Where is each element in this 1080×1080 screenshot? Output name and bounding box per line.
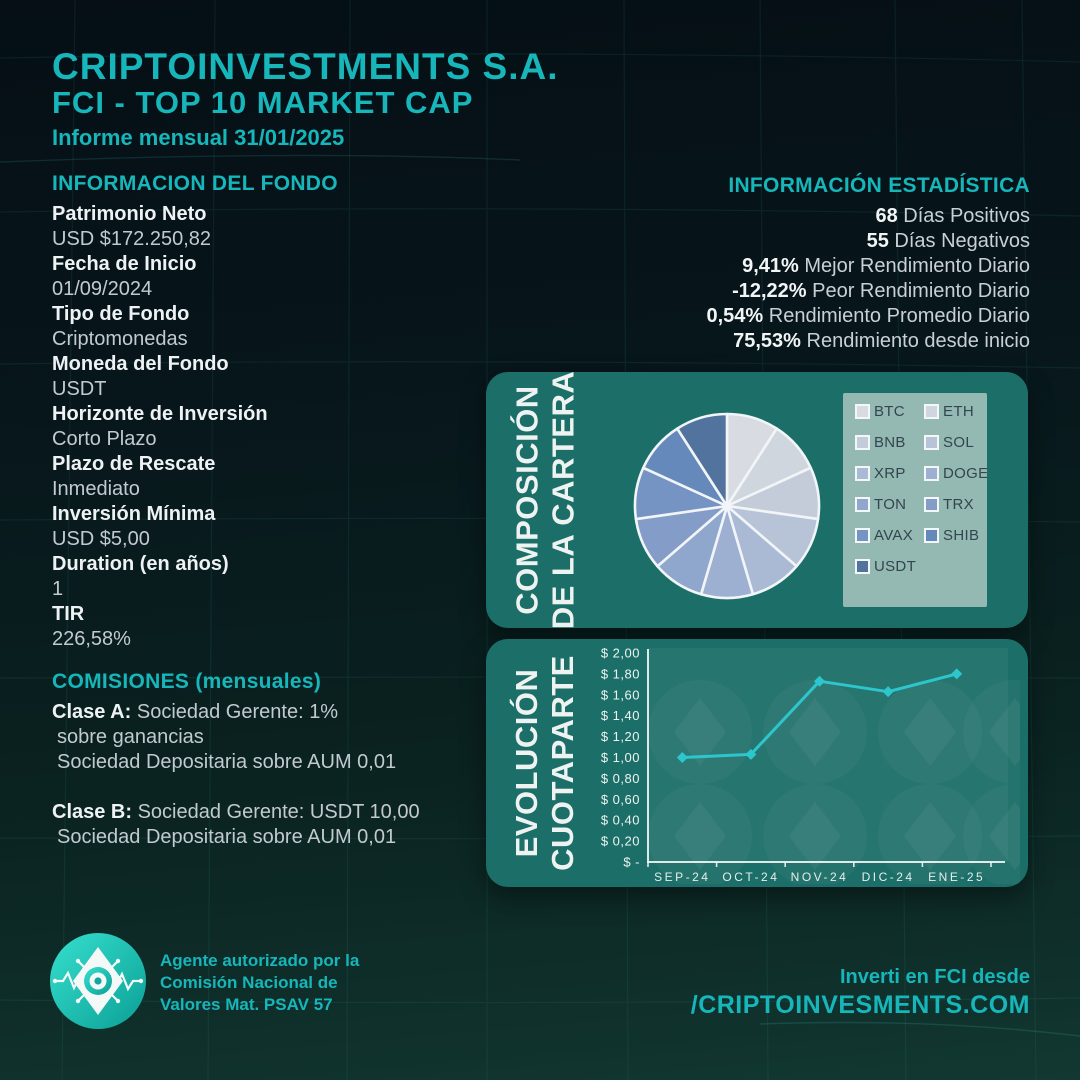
statistic-line: 75,53% Rendimiento desde inicio [733,330,1030,352]
statistic-line: 68 Días Positivos [875,205,1030,227]
y-axis-tick-label: $ 0,40 [600,812,640,828]
y-axis-tick-label: $ - [623,854,640,870]
statistic-value: 0,54% [706,305,764,327]
fund-info-label: Horizonte de Inversión [52,403,268,425]
legend-swatch [924,404,939,419]
fund-info-value: Inmediato [52,478,140,500]
legend-label: TRX [943,496,974,513]
legend-label: USDT [874,558,917,575]
composition-pie-chart [632,411,822,601]
composition-card [486,372,1028,628]
composition-legend [843,393,987,607]
legend-swatch [924,466,939,481]
statistic-value: 75,53% [733,330,801,352]
legend-item-avax [855,527,916,544]
statistic-value: 9,41% [742,255,799,277]
statistic-line: 0,54% Rendimiento Promedio Diario [706,305,1030,327]
fund-info-value: USD $172.250,82 [52,228,212,250]
commissions-body [52,700,492,850]
composition-title-line1: COMPOSICIÓN [509,385,545,615]
statistic-line: -12,22% Peor Rendimiento Diario [732,280,1030,302]
y-axis-tick-label: $ 1,20 [600,729,640,745]
legend-item-xrp [855,465,916,482]
report-subtitle: Informe mensual 31/01/2025 [52,125,345,150]
legend-swatch [855,528,870,543]
commission-detail-line: Sociedad Depositaria sobre AUM 0,01 [57,826,397,848]
composition-card-title [486,372,604,628]
fund-info-value: 01/09/2024 [52,278,153,300]
legend-swatch [855,435,870,450]
statistics-title: INFORMACIÓN ESTADÍSTICA [728,174,1030,197]
y-axis-tick-label: $ 0,20 [600,833,640,849]
legend-label: SHIB [943,527,980,544]
fund-info-value: Criptomonedas [52,328,188,350]
fund-info-section [52,172,472,652]
grid-highlight-line [0,155,520,162]
composition-title-line2: DE LA CARTERA [545,370,581,630]
x-axis-label: SEP-24 [654,870,711,884]
fund-info-value: 226,58% [52,628,131,650]
evolution-card [486,639,1028,887]
commission-detail-line: Sociedad Depositaria sobre AUM 0,01 [57,751,397,773]
fund-info-list [52,202,472,652]
fund-info-label: Plazo de Rescate [52,453,216,475]
y-axis-tick-label: $ 0,80 [600,770,640,786]
legend-label: ETH [943,403,974,420]
company-name: CRIPTOINVESTMENTS S.A. [52,46,559,87]
legend-label: XRP [874,465,906,482]
statistic-value: 68 [875,205,898,227]
legend-label: BNB [874,434,906,451]
brand-logo [48,931,148,1031]
fund-info-label: Fecha de Inicio [52,253,197,275]
fund-name: FCI - TOP 10 MARKET CAP [52,85,474,120]
fund-info-label: Tipo de Fondo [52,303,190,325]
legend-label: BTC [874,403,905,420]
y-axis-tick-label: $ 1,80 [600,666,640,682]
commission-detail-line: sobre ganancias [57,726,204,748]
x-axis-label: ENE-25 [928,870,986,884]
fund-info-value: USD $5,00 [52,528,150,550]
legend-column-2 [924,403,988,607]
evolution-title-line2: CUOTAPARTE [545,655,580,871]
cta-website: /CRIPTOINVESMENTS.COM [690,991,1030,1019]
y-axis-tick-label: $ 1,00 [600,750,640,765]
legend-swatch [855,497,870,512]
commission-class_a-line: Clase A: Sociedad Gerente: 1% [52,701,339,723]
cta-text: Inverti en FCI desde [839,966,1030,988]
fund-info-title: INFORMACION DEL FONDO [52,172,338,195]
commission-class-label: Clase A: [52,701,132,723]
cta-block [691,966,1030,1020]
legend-item-shib [924,527,988,544]
legend-swatch [924,435,939,450]
statistic-value: -12,22% [732,280,807,302]
x-axis-label: NOV-24 [790,870,849,884]
legend-label: SOL [943,434,974,451]
evolution-card-title [486,639,604,887]
fund-info-value: USDT [52,378,107,400]
x-axis-label: DIC-24 [861,870,915,884]
legend-column-1 [855,403,916,607]
statistic-line: 9,41% Mejor Rendimiento Diario [742,255,1030,277]
legend-item-ton [855,496,916,513]
legend-swatch [855,559,870,574]
fund-info-label: Moneda del Fondo [52,353,229,375]
agent-line-2: Comisión Nacional de [160,973,338,992]
legend-item-doge [924,465,988,482]
y-axis-tick-label: $ 1,60 [600,687,640,703]
x-axis-label: OCT-24 [722,870,780,884]
legend-item-sol [924,434,988,451]
legend-swatch [855,466,870,481]
statistics-section [510,174,1030,354]
legend-item-trx [924,496,988,513]
legend-swatch [924,497,939,512]
y-axis-tick-label: $ 0,60 [600,791,640,807]
statistics-list [510,204,1030,354]
commissions-title: COMISIONES (mensuales) [52,670,322,693]
commission-class_b-line: Clase B: Sociedad Gerente: USDT 10,00 [52,801,420,823]
fund-info-label: TIR [52,603,85,625]
legend-item-eth [924,403,988,420]
agent-authorization-text [160,950,359,1016]
fund-info-value: 1 [52,578,64,600]
commissions-section [52,670,492,850]
fund-info-label: Duration (en años) [52,553,229,575]
statistic-line: 55 Días Negativos [866,230,1030,252]
statistic-value: 55 [866,230,889,252]
legend-label: AVAX [874,527,913,544]
y-axis-tick-label: $ 1,40 [600,708,640,724]
fund-info-value: Corto Plazo [52,428,157,450]
legend-swatch [855,404,870,419]
legend-label: TON [874,496,907,513]
fund-info-label: Patrimonio Neto [52,203,207,225]
y-axis-tick-label: $ 2,00 [600,645,640,661]
legend-item-usdt [855,558,916,575]
legend-item-btc [855,403,916,420]
legend-item-bnb [855,434,916,451]
legend-label: DOGE [943,465,989,482]
agent-line-1: Agente autorizado por la [160,951,360,970]
agent-line-3: Valores Mat. PSAV 57 [160,995,333,1014]
legend-swatch [924,528,939,543]
fund-info-label: Inversión Mínima [52,503,216,525]
report-header [52,48,559,149]
evolution-line-chart [590,644,1020,884]
evolution-title-line1: EVOLUCIÓN [509,668,544,858]
commission-class-label: Clase B: [52,801,133,823]
